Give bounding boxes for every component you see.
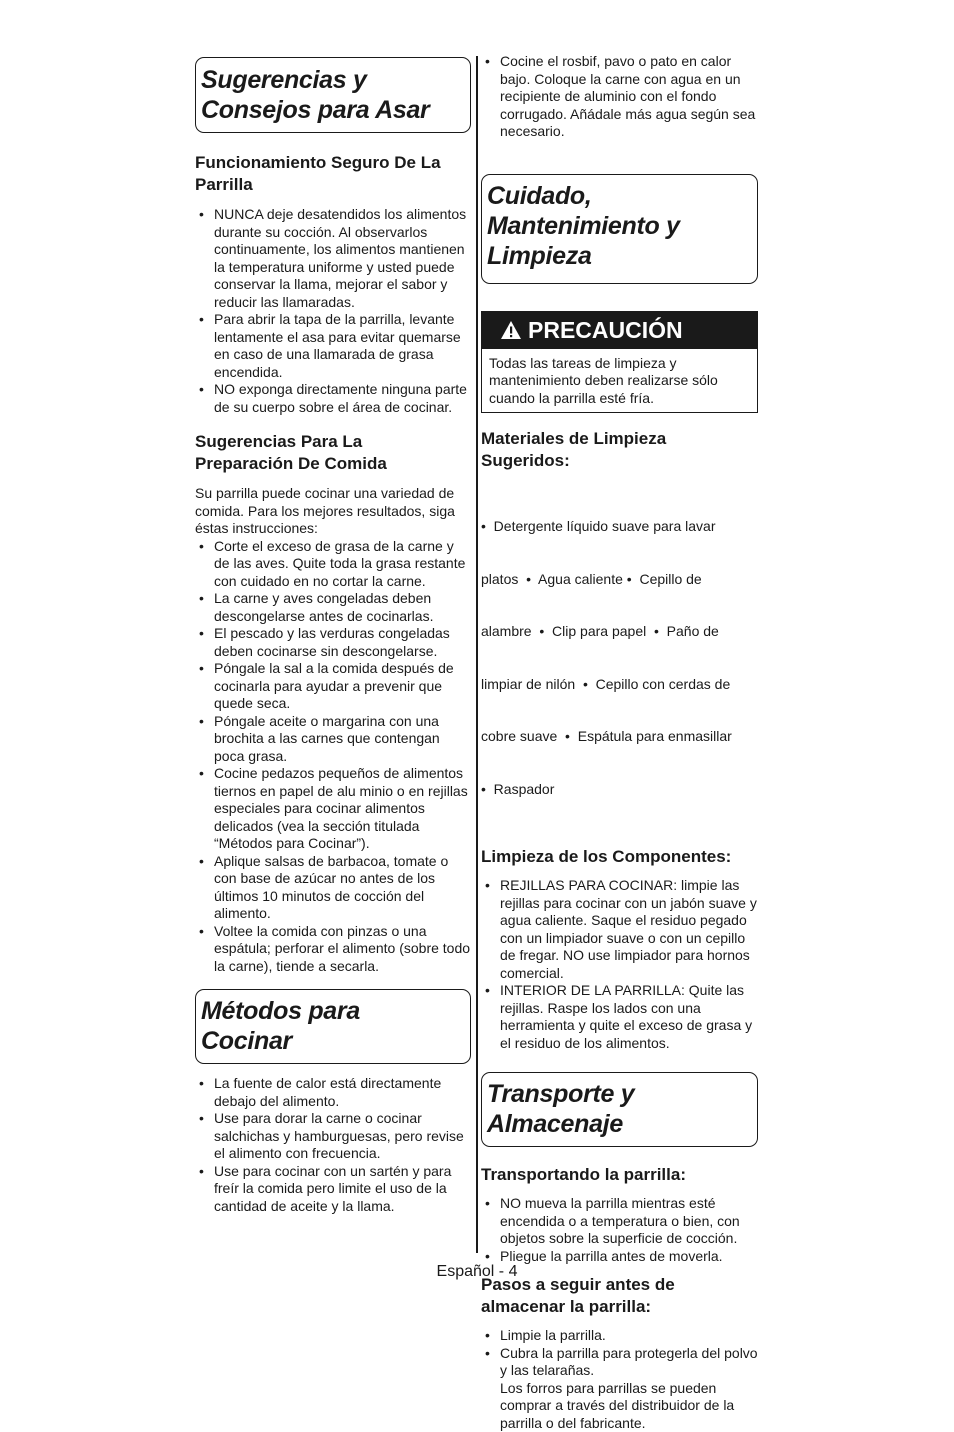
preparacion-intro: Su parrilla puede cocinar una variedad de comida. Para los mejores resultados, siga éstas instrucciones: (195, 485, 471, 538)
heading-limpieza: Limpieza de los Componentes: (481, 846, 758, 868)
limpieza-list (481, 877, 758, 1052)
materiales-line: • Detergente líquido suave para lavar (481, 518, 758, 536)
list-item: • Limpie la parrilla. (481, 1327, 758, 1345)
heading-line: Parrilla (195, 174, 471, 196)
title-line: Cuidado, (487, 181, 751, 211)
column-divider (476, 56, 478, 1253)
materiales-block (481, 483, 758, 833)
right-column (481, 56, 758, 1432)
title-line: Mantenimiento y (487, 211, 751, 241)
title-line: Almacenaje (487, 1109, 751, 1139)
list-item: • Póngale la sal a la comida después de cocinarla para ayudar a prevenir que quede seca. (195, 660, 471, 713)
heading-line: Materiales de Limpieza (481, 428, 758, 450)
materiales-line: cobre suave • Espátula para enmasillar (481, 728, 758, 746)
list-item: • REJILLAS PARA COCINAR: limpie las rejillas para cocinar con un jabón suave y agua caliente. Saque el residuo pegado con un limpiador suave o con un cepillo de fregar. NO use limpiador para hornos comercial. (481, 877, 758, 982)
list-item: • La fuente de calor está directamente debajo del alimento. (195, 1075, 471, 1110)
caution-text: Todas las tareas de limpieza y mantenimiento deben realizarse sólo cuando la parrilla esté fría. (482, 349, 757, 413)
list-item: • Cocine el rosbif, pavo o pato en calor bajo. Coloque la carne con agua en un recipiente de aluminio con el fondo corrugado. Añádale más agua según sea necesario. (481, 53, 758, 141)
materiales-line: limpiar de nilón • Cepillo con cerdas de (481, 676, 758, 694)
list-item: • Voltee la comida con pinzas o una espátula; perforar el alimento (sobre todo la carne), tiende a secarla. (195, 923, 471, 976)
heading-line: Funcionamiento Seguro De La (195, 152, 471, 174)
left-column (195, 56, 471, 1215)
title-line: Limpieza (487, 241, 751, 271)
list-item: • Cocine pedazos pequeños de alimentos tiernos en papel de alu minio o en rejillas especiales para cocinar alimentos delicados (vea la sección titulada “Métodos para Cocinar”). (195, 765, 471, 853)
caution-box (481, 311, 758, 414)
title-line: Transporte y (487, 1079, 751, 1109)
list-item: • NUNCA deje desatendidos los alimentos durante su cocción. Al observarlos continuamente, los alimentos mantienen la temperatura uniforme y usted puede conservar la llama, mejorar el sabor y reducir las llamaradas. (195, 206, 471, 311)
page-number: Español - 4 (437, 1263, 518, 1280)
title-line: Cocinar (201, 1026, 464, 1056)
caution-header (482, 312, 757, 349)
section-title-cuidado (481, 174, 758, 284)
heading-materiales (481, 428, 758, 472)
heading-line: Preparación De Comida (195, 453, 471, 475)
section-title-sugerencias (195, 57, 471, 133)
list-item: • Cubra la parrilla para protegerla del polvo y las telarañas. (481, 1345, 758, 1380)
heading-transportando: Transportando la parrilla: (481, 1164, 758, 1186)
materiales-line: platos • Agua caliente • Cepillo de (481, 571, 758, 589)
heading-line: Pasos a seguir antes de (481, 1274, 758, 1296)
list-item: • El pescado y las verduras congeladas deben cocinarse sin descongelarse. (195, 625, 471, 660)
top-list (481, 53, 758, 141)
list-item: • Use para cocinar con un sartén y para freír la comida pero limite el uso de la cantidad de aceite y la llama. (195, 1163, 471, 1216)
title-line: Consejos para Asar (201, 95, 464, 125)
list-item: • Use para dorar la carne o cocinar salchichas y hamburguesas, pero revise el alimento con frecuencia. (195, 1110, 471, 1163)
list-item: • NO exponga directamente ninguna parte de su cuerpo sobre el área de cocinar. (195, 381, 471, 416)
heading-preparacion (195, 431, 471, 475)
section-title-transporte (481, 1072, 758, 1147)
metodos-list (195, 1075, 471, 1215)
section-title-metodos (195, 989, 471, 1064)
materiales-line: • Raspador (481, 781, 758, 799)
list-item: • La carne y aves congeladas deben descongelarse antes de cocinarlas. (195, 590, 471, 625)
caution-label: PRECAUCIÓN (528, 317, 683, 344)
list-item: • Pliegue la parrilla antes de moverla. (481, 1248, 758, 1266)
heading-line: Sugerencias Para La (195, 431, 471, 453)
materiales-line: alambre • Clip para papel • Paño de (481, 623, 758, 641)
heading-line: Sugeridos: (481, 450, 758, 472)
list-item: • Corte el exceso de grasa de la carne y de las aves. Quite toda la grasa restante con cuidado en no cortar la carne. (195, 538, 471, 591)
transportando-list (481, 1195, 758, 1265)
list-item-continuation: Los forros para parrillas se pueden comprar a través del distribuidor de la parrilla o del fabricante. (481, 1380, 758, 1432)
heading-funcionamiento (195, 152, 471, 196)
list-item: • Aplique salsas de barbacoa, tomate o con base de azúcar no antes de los últimos 10 minutos de cocción del alimento. (195, 853, 471, 923)
funcionamiento-list (195, 206, 471, 416)
title-line: Sugerencias y (201, 65, 464, 95)
warning-icon (500, 320, 522, 340)
heading-line: almacenar la parrilla: (481, 1296, 758, 1318)
page-footer (0, 1263, 954, 1281)
list-item: • Póngale aceite o margarina con una brochita a las carnes que contengan poca grasa. (195, 713, 471, 766)
preparacion-list (195, 538, 471, 976)
title-line: Métodos para (201, 996, 464, 1026)
list-item: • Para abrir la tapa de la parrilla, levante lentamente el asa para evitar quemarse en caso de una llamarada de grasa encendida. (195, 311, 471, 381)
list-item: • INTERIOR DE LA PARRILLA: Quite las rejillas. Raspe los lados con una herramienta y quite el exceso de grasa y el residuo de los alimentos. (481, 982, 758, 1052)
pasos-list (481, 1327, 758, 1432)
list-item: • NO mueva la parrilla mientras esté encendida o a temperatura o bien, con objetos sobre la superficie de cocción. (481, 1195, 758, 1248)
